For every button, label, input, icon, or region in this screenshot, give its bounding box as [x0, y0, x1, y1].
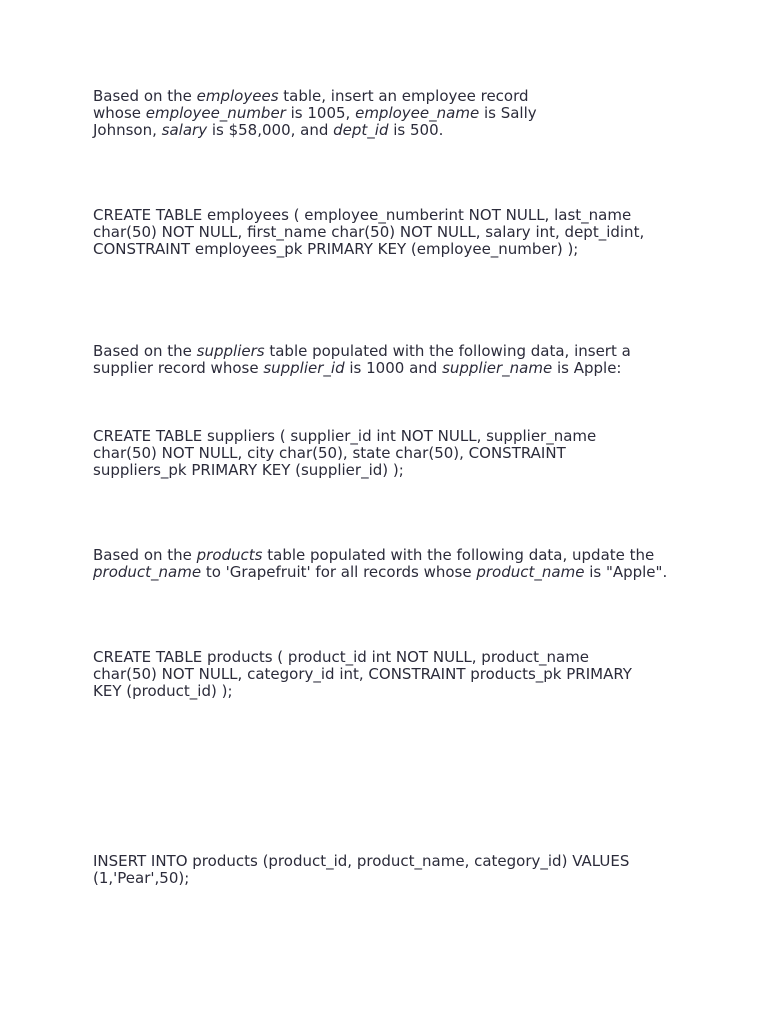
sql-line: CONSTRAINT employees_pk PRIMARY KEY (employee_number) );: [93, 240, 579, 258]
sql-line: CREATE TABLE suppliers ( supplier_id int NOT NULL, supplier_name: [93, 427, 597, 445]
sql-create-employees: [93, 207, 673, 258]
column-name: product_name: [93, 563, 202, 581]
question-text: table populated with the following data, update the: [262, 546, 655, 564]
question-text: is $58,000, and: [207, 121, 334, 139]
column-name: product_name: [476, 563, 585, 581]
question-text: Based on the: [93, 546, 197, 564]
question-text: is Sally Johnson,: [93, 104, 537, 139]
question-text: Based on the: [93, 342, 197, 360]
question-text: is "Apple".: [584, 563, 668, 581]
table-name: products: [196, 546, 263, 564]
question-text: Based on the: [93, 87, 197, 105]
question-text: is 1005,: [285, 104, 356, 122]
sql-line: char(50) NOT NULL, city char(50), state char(50), CONSTRAINT: [93, 444, 566, 462]
sql-create-suppliers: [93, 428, 673, 479]
question-text: is Apple:: [552, 359, 622, 377]
sql-line: suppliers_pk PRIMARY KEY (supplier_id) );: [93, 461, 404, 479]
question-products: [93, 547, 668, 581]
sql-line: CREATE TABLE products ( product_id int NOT NULL, product_name: [93, 648, 590, 666]
sql-line: char(50) NOT NULL, first_name char(50) NOT NULL, salary int, dept_idint,: [93, 223, 645, 241]
column-name: employee_name: [355, 104, 480, 122]
column-name: employee_number: [145, 104, 286, 122]
column-name: supplier_id: [263, 359, 345, 377]
question-employees: [93, 88, 563, 139]
table-name: suppliers: [196, 342, 265, 360]
question-suppliers: [93, 343, 663, 377]
column-name: dept_id: [333, 121, 389, 139]
question-text: is 1000 and: [344, 359, 443, 377]
sql-create-products: [93, 649, 673, 700]
table-name: employees: [196, 87, 279, 105]
sql-line: INSERT INTO products (product_id, product_name, category_id) VALUES: [93, 852, 630, 870]
column-name: supplier_name: [442, 359, 553, 377]
sql-insert-products: [93, 853, 673, 887]
question-text: to 'Grapefruit' for all records whose: [201, 563, 477, 581]
sql-line: KEY (product_id) );: [93, 682, 233, 700]
question-text: table, insert an employee record whose: [93, 87, 529, 122]
sql-line: CREATE TABLE employees ( employee_numberint NOT NULL, last_name: [93, 206, 632, 224]
column-name: salary: [161, 121, 208, 139]
sql-line: (1,'Pear',50);: [93, 869, 190, 887]
question-text: table populated with the following data, insert a supplier record whose: [93, 342, 631, 377]
question-text: is 500.: [388, 121, 444, 139]
sql-line: char(50) NOT NULL, category_id int, CONSTRAINT products_pk PRIMARY: [93, 665, 632, 683]
